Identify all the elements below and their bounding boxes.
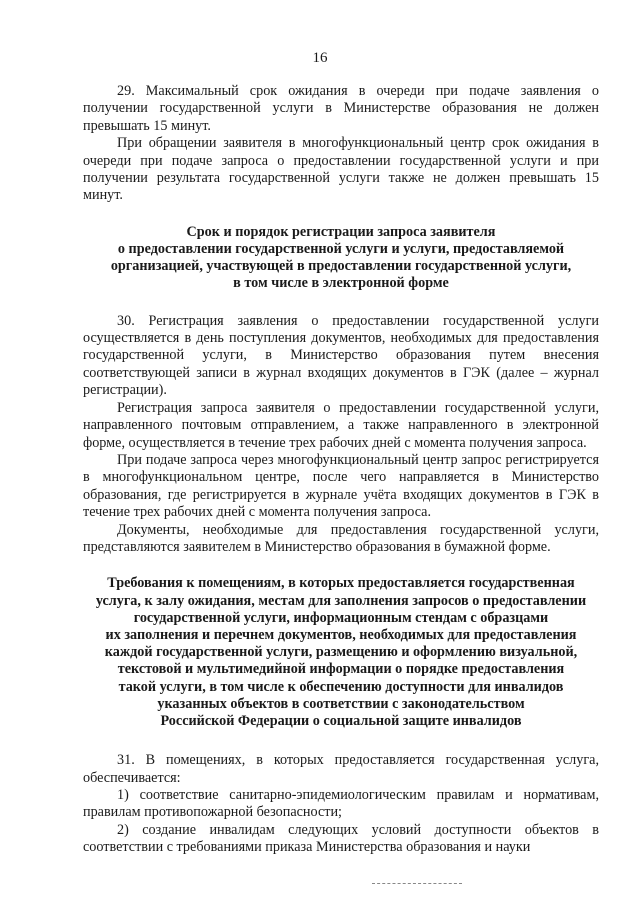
- heading-line: Требования к помещениям, в которых предоставляется государственная: [107, 575, 575, 592]
- heading-line: текстовой и мультимедийной информации о порядке предоставления: [117, 661, 565, 678]
- paragraph-30-4: Документы, необходимые для предоставления государственной услуги, представляются заявителем в Министерство образования в бумажной форме.: [83, 521, 599, 555]
- paragraph-29-1: 29. Максимальный срок ожидания в очереди при подаче заявления о получении государственной услуги в Министерстве образования не должен превышать 15 минут.: [83, 83, 599, 134]
- page-number: 16: [312, 50, 328, 66]
- footer-rule: [372, 883, 462, 884]
- heading-line: Срок и порядок регистрации запроса заявителя: [186, 223, 496, 240]
- heading-line: каждой государственной услуги, размещению и оформлению визуальной,: [104, 644, 578, 661]
- paragraph-30-1: 30. Регистрация заявления о предоставлении государственной услуги осуществляется в день поступления документов, необходимых для предоставления государственной услуги, в Министерство образования путем внесения соответствующей записи в журнал входящих документов в ГЭК (далее – журнал регистрации).: [83, 312, 599, 399]
- heading-line: указанных объектов в соответствии с законодательством: [157, 695, 525, 712]
- heading-line: такой услуги, в том числе к обеспечению доступности для инвалидов: [118, 678, 564, 695]
- heading-line: о предоставлении государственной услуги и услуги, предоставляемой: [117, 241, 565, 258]
- heading-line: Российской Федерации о социальной защите инвалидов: [160, 712, 522, 729]
- heading-line: в том числе в электронной форме: [233, 275, 449, 292]
- page-content: [83, 83, 599, 857]
- paragraph-29-2: При обращении заявителя в многофункциональный центр срок ожидания в очереди при подаче запроса о предоставлении государственной услуги и при получении результата государственной услуги также не должен превышать 15 минут.: [83, 135, 599, 204]
- heading-line: государственной услуги, информационным стендам с образцами: [133, 609, 549, 626]
- section-heading-registration: [83, 224, 599, 293]
- heading-line: их заполнения и перечнем документов, необходимых для предоставления: [105, 626, 577, 643]
- paragraph-31-1: 31. В помещениях, в которых предоставляется государственная услуга, обеспечивается:: [83, 752, 599, 786]
- paragraph-31-3: 2) создание инвалидам следующих условий доступности объектов в соответствии с требованиями приказа Министерства образования и науки: [83, 821, 599, 856]
- heading-line: услуга, к залу ожидания, местам для заполнения запросов о предоставлении: [95, 592, 587, 609]
- section-heading-premises: [83, 575, 599, 730]
- paragraph-30-3: При подаче запроса через многофункциональный центр запрос регистрируется в многофункциональном центре, после чего направляется в Министерство образования, где регистрируется в журнале учёта входящих документов в ГЭК в течение трех рабочих дней с момента получения запроса.: [83, 451, 599, 521]
- heading-line: организацией, участвующей в предоставлении государственной услуги,: [110, 258, 572, 275]
- paragraph-31-2: 1) соответствие санитарно-эпидемиологическим правилам и нормативам, правилам противопожарной безопасности;: [83, 786, 599, 821]
- paragraph-30-2: Регистрация запроса заявителя о предоставлении государственной услуги, направленного почтовым отправлением, а также направленного в электронной форме, осуществляется в течение трех рабочих дней с момента получения запроса.: [83, 399, 599, 451]
